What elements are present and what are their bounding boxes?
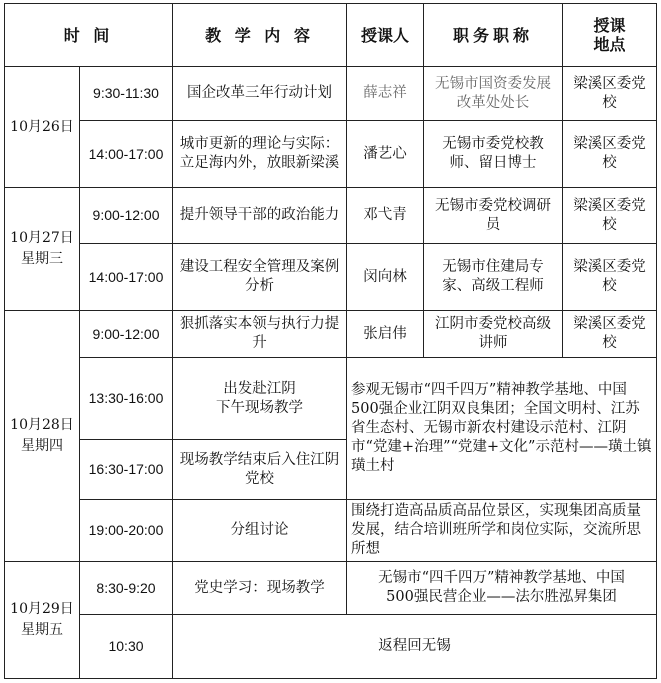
time-cell: 19:00-20:00 (80, 500, 173, 562)
location-cell: 梁溪区委党校 (563, 188, 657, 244)
date-cell (5, 311, 80, 562)
teacher-cell: 潘艺心 (347, 121, 424, 188)
date-cell (5, 562, 80, 679)
teacher-cell: 邓弋青 (347, 188, 424, 244)
time-cell: 8:30-9:20 (80, 562, 173, 615)
site-note-line2: 500强民营企业——法尔胜泓昇集团 (386, 589, 617, 605)
date-cell (5, 67, 80, 188)
table-row (5, 500, 657, 562)
table-row (5, 244, 657, 311)
time-cell: 10:30 (80, 615, 173, 679)
content-cell: 分组讨论 (173, 500, 347, 562)
header-content: 教 学 内 容 (173, 4, 347, 67)
table-row (5, 188, 657, 244)
content-cell: 党史学习：现场教学 (173, 562, 347, 615)
date-label: 10月29日 (10, 601, 74, 617)
content-cell: 提升领导干部的政治能力 (173, 188, 347, 244)
content-cell (173, 358, 347, 440)
header-teacher: 授课人 (347, 4, 424, 67)
date-cell (5, 188, 80, 311)
title-cell: 江阴市委党校高级讲师 (424, 311, 563, 358)
time-cell: 9:00-12:00 (80, 188, 173, 244)
header-location-line2: 地点 (593, 35, 626, 54)
time-cell: 14:00-17:00 (80, 244, 173, 311)
time-cell: 9:30-11:30 (80, 67, 173, 121)
table-row (5, 562, 657, 615)
location-cell: 梁溪区委党校 (563, 121, 657, 188)
table-row (5, 67, 657, 121)
date-label: 10月26日 (10, 118, 74, 135)
location-cell: 梁溪区委党校 (563, 244, 657, 311)
content-cell: 返程回无锡 (173, 615, 657, 679)
content-cell: 国企改革三年行动计划 (173, 67, 347, 121)
time-cell: 9:00-12:00 (80, 311, 173, 358)
header-row (5, 4, 657, 67)
weekday-label: 星期五 (21, 622, 63, 638)
time-cell: 14:00-17:00 (80, 121, 173, 188)
location-cell: 梁溪区委党校 (563, 67, 657, 121)
title-cell: 无锡市住建局专家、高级工程师 (424, 244, 563, 311)
time-cell: 13:30-16:00 (80, 358, 173, 440)
content-line2: 下午现场教学 (216, 399, 304, 416)
title-cell: 无锡市委党校调研员 (424, 188, 563, 244)
table-row (5, 358, 657, 440)
time-cell: 16:30-17:00 (80, 440, 173, 500)
teacher-cell: 薛志祥 (347, 67, 424, 121)
header-location (563, 4, 657, 67)
content-line1: 出发赴江阴 (223, 380, 296, 397)
title-cell: 无锡市委党校教师、留日博士 (424, 121, 563, 188)
weekday-label: 星期四 (21, 438, 63, 454)
site-note-cell (347, 562, 657, 615)
content-cell: 狠抓落实本领与执行力提升 (173, 311, 347, 358)
header-title: 职务职称 (424, 4, 563, 67)
location-cell: 梁溪区委党校 (563, 311, 657, 358)
table-row (5, 615, 657, 679)
schedule-table (4, 3, 657, 679)
table-row (5, 121, 657, 188)
header-time: 时 间 (5, 4, 173, 67)
content-cell: 城市更新的理论与实际：立足海内外，放眼新梁溪 (173, 121, 347, 188)
content-cell: 建设工程安全管理及案例分析 (173, 244, 347, 311)
title-cell: 无锡市国资委发展改革处处长 (424, 67, 563, 121)
teacher-cell: 闵向林 (347, 244, 424, 311)
site-note-line1: 无锡市“四千四万”精神教学基地、中国 (378, 570, 625, 586)
teacher-cell: 张启伟 (347, 311, 424, 358)
visit-note-cell: 参观无锡市“四千四万”精神教学基地、中国500强企业江阴双良集团；全国文明村、江苏省生态村、无锡市新农村建设示范村、江阴市“党建+治理”“党建+文化”示范村——璜土镇璜土村 (347, 358, 657, 500)
content-cell: 现场教学结束后入住江阴党校 (173, 440, 347, 500)
weekday-label: 星期三 (21, 251, 63, 267)
date-label: 10月28日 (10, 417, 74, 433)
date-label: 10月27日 (10, 230, 74, 246)
header-location-line1: 授课 (593, 16, 626, 35)
discussion-note-cell: 围绕打造高品质高品位景区，实现集团高质量发展，结合培训班所学和岗位实际，交流所思所想 (347, 500, 657, 562)
table-row (5, 311, 657, 358)
